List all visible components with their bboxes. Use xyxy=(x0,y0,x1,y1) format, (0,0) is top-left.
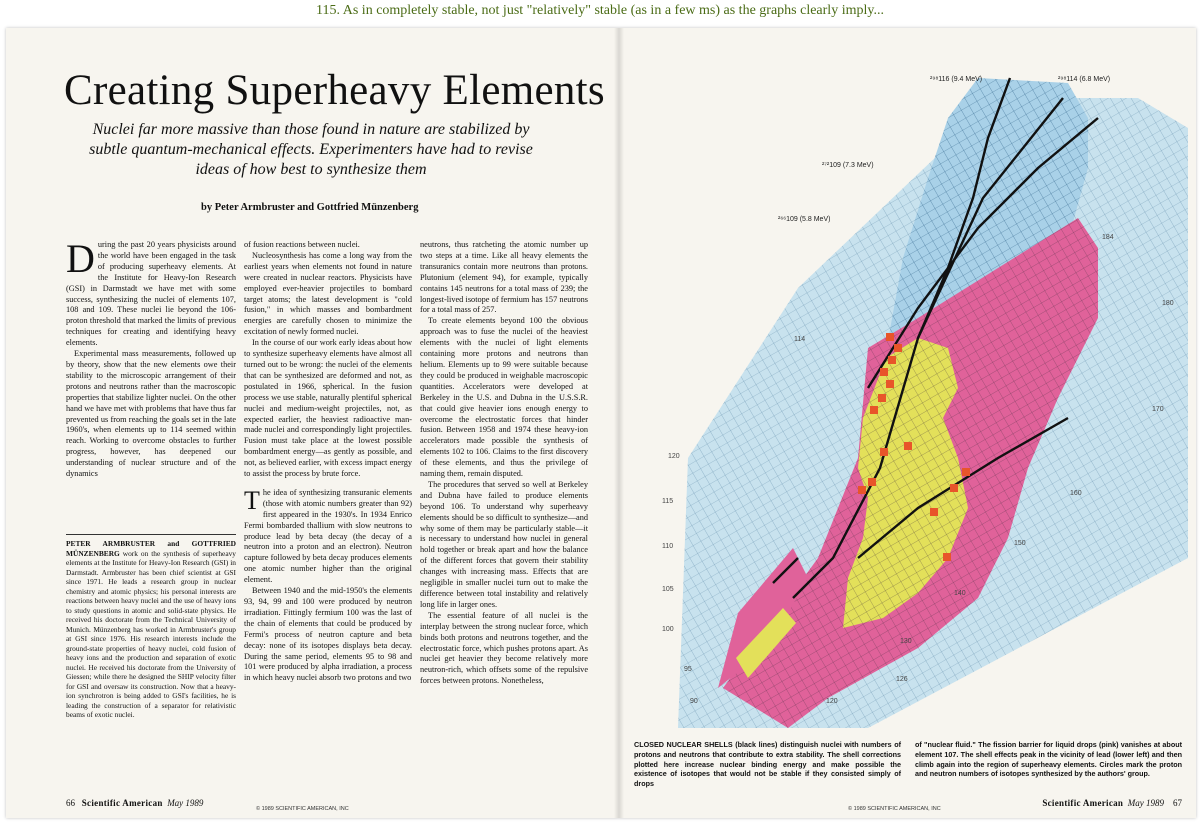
magazine-name: Scientific American xyxy=(81,798,163,808)
proton-tick: 105 xyxy=(662,586,674,593)
neutron-tick: 160 xyxy=(1070,490,1082,497)
issue-date: May 1989 xyxy=(1127,798,1164,808)
folio-right xyxy=(1042,798,1182,808)
drop-cap: T xyxy=(244,485,260,515)
peak-label: ²⁹⁸114 (6.8 MeV) xyxy=(1058,76,1111,83)
article-byline: by Peter Armbruster and Gottfried Münzenberg xyxy=(201,202,419,213)
neutron-tick: 170 xyxy=(1152,406,1164,413)
paragraph: The essential feature of all nuclei is the interplay between the strong nuclear force, which binds both protons and neutrons together, and the electrostatic force, which pushes protons apart. As nuclei get heavier they become relatively more neutron-rich, which offsets some of the repulsive forces between protons. Nonetheless, xyxy=(420,610,588,686)
issue-date: May 1989 xyxy=(167,798,204,808)
page-number: 67 xyxy=(1173,798,1182,808)
text-column-3 xyxy=(420,240,588,810)
neutron-tick: 120 xyxy=(826,698,838,705)
comment-text: 115. As in completely stable, not just "relatively" stable (as in a few ms) as the graphs clearly imply... xyxy=(0,0,1200,26)
paragraph: To create elements beyond 100 the obvious approach was to fuse the nuclei of the heaviest elements with the nuclei of light elements containing more protons and neutrons than helium. Elements up to 99 were suitable because they could be produced in weighable macroscopic quantities. Accelerators were developed at Berkeley in the U.S. and Dubna in the U.S.S.R. that could give heavier ions enough energy to overcome the electrostatic forces that hinder fusion. Between 1958 and 1974 these heavy-ion accelerators made possible the synthesis of elements 102 to 106. Claims to the first discovery of these elements, and thus the privilege of naming them, remain disputed. xyxy=(420,316,588,479)
neutron-tick: 150 xyxy=(1014,540,1026,547)
paragraph: Between 1940 and the mid-1950's the elements 93, 94, 99 and 100 were produced by neutron irradiation. Fittingly fermium 100 was the last of the chain of elements that could be produced by Fermi's process of neutron capture and beta decay: none of its isotopes displays beta decay. During the same period, elements 95 to 98 and 101 were produced by alpha irradiation, a process in which heavy nuclei absorb two protons and two xyxy=(244,586,412,683)
neutron-tick: 184 xyxy=(1102,234,1114,241)
proton-tick: 95 xyxy=(684,666,692,673)
proton-tick: 120 xyxy=(668,453,680,460)
paragraph: Nucleosynthesis has come a long way from the earliest years when elements not found in nature were created in nuclear reactors. Physicists have employed ever-heavier projectiles to bombard target atoms; the latest development is "cold fusion," in which masses and bombardment energies are carefully chosen to minimize the excitation of newly formed nuclei. xyxy=(244,250,412,337)
bio-names: PETER ARMBRUSTER and GOTTFRIED MÜNZENBERG xyxy=(66,539,236,558)
copyright: © 1989 SCIENTIFIC AMERICAN, INC xyxy=(848,806,941,812)
shell-correction-figure xyxy=(618,38,1196,738)
paragraph: he idea of synthesizing transuranic elements (those with atomic numbers greater than 92) first appeared in the 1930's. In 1934 Enrico Fermi bombarded thallium with slow neutrons to produce lead by beta decay (the decay of a neutron into a proton and an electron). Neutron capture followed by beta decay produces elements one atomic number higher than the original element. xyxy=(244,487,412,585)
neutron-tick: 180 xyxy=(1162,300,1174,307)
peak-label: ²⁷²109 (7.3 MeV) xyxy=(822,162,874,169)
text-column-2 xyxy=(244,240,412,810)
folio-left xyxy=(66,798,203,808)
proton-tick: 110 xyxy=(662,543,674,550)
neutron-tick: 140 xyxy=(954,590,966,597)
peak-label: ²⁹⁸116 (9.4 MeV) xyxy=(930,76,983,83)
paragraph: In the course of our work early ideas about how to synthesize superheavy elements have almost all turned out to be wrong: the nuclei of the elements that can be synthesized are deformed and not, as postulated in 1966, spherical. In the fusion process we use stable, naturally plentiful spherical nuclei and medium-weight projectiles, not, as expected earlier, the heaviest radioactive man-made nuclei and correspondingly light projectiles. Fusion must take place at the lowest possible bombardment energy—as gently as possible, and not, as believed earlier, with excess impact energy to assist the process by brute force. xyxy=(244,338,412,479)
author-bio xyxy=(66,534,236,789)
paragraph: of fusion reactions between nuclei. xyxy=(244,240,360,249)
article-title: Creating Superheavy Elements xyxy=(64,67,605,114)
caption-col-2: of "nuclear fluid." The fission barrier for liquid drops (pink) vanishes at about element 107. The shell effects peak in the vicinity of lead (lower left) and then climb again into the region of superheavy elements. Circles mark the proton and neutron numbers of isotopes synthesized by the authors' group. xyxy=(915,740,1182,779)
proton-tick: 100 xyxy=(662,626,674,633)
caption-col-1 xyxy=(634,740,901,792)
proton-tick: 90 xyxy=(690,698,698,705)
left-page xyxy=(6,28,618,818)
article-dek: Nuclei far more massive than those found in nature are stabilized by subtle quantum-mechanical effects. Experimenters have had to revise ideas of how best to synthesize them xyxy=(89,121,533,178)
magazine-spread xyxy=(6,28,1196,818)
peak-label: ²⁶⁶109 (5.8 MeV) xyxy=(778,216,831,223)
drop-cap: D xyxy=(66,240,95,281)
neutron-tick: 130 xyxy=(900,638,912,645)
right-page xyxy=(618,28,1196,818)
caption-lead: CLOSED NUCLEAR SHELLS (black lines) xyxy=(634,740,778,749)
caption-text: distinguish nuclei with numbers of protons and neutrons that contribute to extra stability. The shell corrections plotted here increase nuclear binding energy and make possible the existence of isotopes that would not be stable if they consisted simply of drops xyxy=(634,740,901,789)
paragraph: Experimental mass measurements, followed up by theory, show that the new elements owe their stability to the microscopic arrangement of their protons and neutrons rather than the macroscopic properties that stabilize lighter nuclei. On the other hand we have met with problems that have thus far prevented us from reaching the goals set in the late 1960's, when elements up to 114 seemed within reach. Working to overcome obstacles to further progress, however, has deepened our understanding of nuclear structure and of the dynamics xyxy=(66,349,236,479)
bio-text: work on the synthesis of superheavy elements at the Institute for Heavy-Ion Research (GSI) in Darmstadt. Armbruster has been chief scientist at GSI since 1971. He leads a research group in nuclear chemistry and atomic physics; his personal interests are reactions between heavy nuclei and the use of heavy ions to study questions in atomic and solid-state physics. He received his doctorate from the Technical University of Munich. Münzenberg has worked in Armbruster's group at GSI since 1976. His research interests include the ground-state properties of heavy nuclei, cold fusion of heavy ions and the production and separation of exotic nuclei. He received his doctorate from the University of Giessen; while there he designed the SHIP velocity filter for GSI and oversaw its construction. Now that a heavy-ion synchrotron is being added to GSI's facilities, he is leading the construction of a separator for relativistic beams of exotic nuclei. xyxy=(66,548,236,719)
neutron-tick: 126 xyxy=(896,676,908,683)
copyright: © 1989 SCIENTIFIC AMERICAN, INC xyxy=(256,806,349,812)
paragraph: The procedures that served so well at Berkeley and Dubna have failed to produce elements beyond 106. To understand why superheavy elements should be so difficult to synthesize—and why some of them may be particularly stable—it is necessary to understand how nuclei in general hold together or break apart and how the balance of the different forces that govern their stability changes with increasing mass. Effects that are negligible in smaller nuclei turn out to make the difference between total instability and relatively long life in larger ones. xyxy=(420,479,588,609)
paragraph: uring the past 20 years physicists around the world have been engaged in the task of producing superheavy elements. At the Institute for Heavy-Ion Research (GSI) in Darmstadt we have met with some success, synthesizing the nuclei of elements 107, 108 and 109. These nuclei lie beyond the 106-proton threshold that marked the limits of previous techniques for creating and identifying heavy elements. xyxy=(66,240,236,348)
proton-tick: 115 xyxy=(662,498,674,505)
figure-svg xyxy=(618,38,1196,738)
neutron-tick: 114 xyxy=(794,336,806,343)
text-column-1 xyxy=(66,240,236,540)
page-number: 66 xyxy=(66,798,75,808)
paragraph: neutrons, thus ratcheting the atomic number up two steps at a time. Like all heavy elements the transuranics contain more neutrons than protons. Plutonium (element 94), for example, typically contains 145 neutrons for a total mass of 239; the longest-lived isotope of fermium has 157 neutrons for a total mass of 257. xyxy=(420,240,588,315)
figure-caption xyxy=(634,740,1182,792)
magazine-name: Scientific American xyxy=(1042,798,1124,808)
